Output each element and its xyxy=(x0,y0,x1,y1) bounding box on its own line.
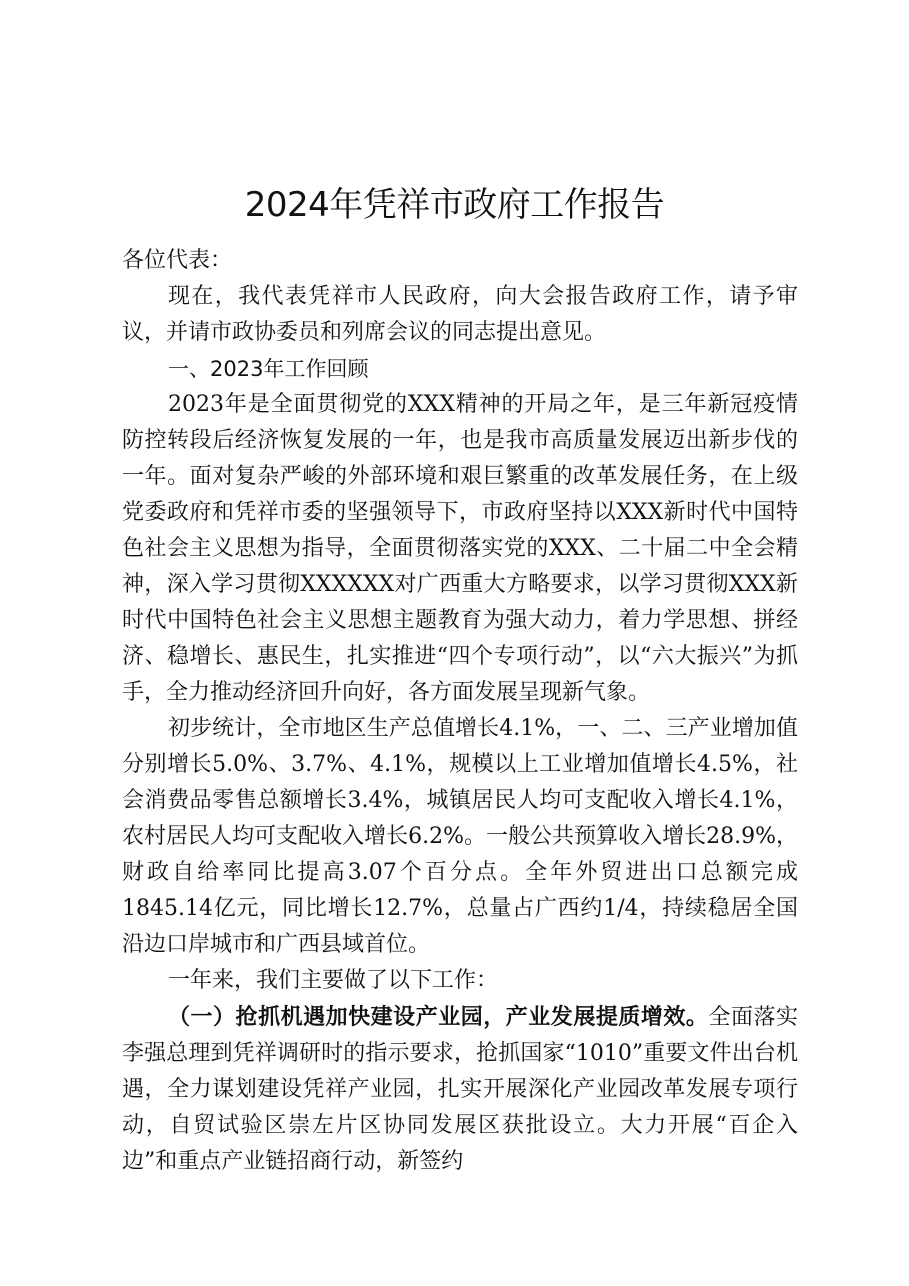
section-heading: 一、2023年工作回顾 xyxy=(168,357,369,381)
item-text: 全面落实李强总理到凭祥调研时的指示要求，抢抓国家“1010”重要文件出台机遇，全力谋划建设凭祥产业园，扎实开展深化产业园改革发展专项行动，自贸试验区崇左片区协同发展区获批设立。大力开展“百企入边”和重点产业链招商行动，新签约 xyxy=(122,1005,798,1174)
item-lead-sentence: （一）抢抓机遇加快建设产业园，产业发展提质增效。 xyxy=(168,1004,709,1030)
work-intro-paragraph: 一年来，我们主要做了以下工作： xyxy=(168,968,499,993)
document-body xyxy=(122,243,798,1180)
intro-paragraph: 现在，我代表凭祥市人民政府，向大会报告政府工作，请予审议，并请市政协委员和列席会议的同志提出意见。 xyxy=(122,284,798,345)
salutation: 各位代表： xyxy=(122,248,233,273)
item-paragraph xyxy=(122,999,798,1180)
statistics-paragraph: 初步统计，全市地区生产总值增长4.1%，一、二、三产业增加值分别增长5.0%、3.7%、4.1%，规模以上工业增加值增长4.5%，社会消费品零售总额增长3.4%，城镇居民人均可支配收入增长4.1%，农村居民人均可支配收入增长6.2%。一般公共预算收入增长28.9%，财政自给率同比提高3.07个百分点。全年外贸进出口总额完成1845.14亿元，同比增长12.7%，总量占广西约1/4，持续稳居全国沿边口岸城市和广西县域首位。 xyxy=(122,716,798,957)
overview-paragraph: 2023年是全面贯彻党的XXX精神的开局之年，是三年新冠疫情防控转段后经济恢复发展的一年，也是我市高质量发展迈出新步伐的一年。面对复杂严峻的外部环境和艰巨繁重的改革发展任务，在上级党委政府和凭祥市委的坚强领导下，市政府坚持以XXX新时代中国特色社会主义思想为指导，全面贯彻落实党的XXX、二十届二中全会精神，深入学习贯彻XXXXXX对广西重大方略要求，以学习贯彻XXX新时代中国特色社会主义思想主题教育为强大动力，着力学思想、拼经济、稳增长、惠民生，扎实推进“四个专项行动”，以“六大振兴”为抓手，全力推动经济回升向好，各方面发展呈现新气象。 xyxy=(122,392,798,705)
document-title: 2024年凭祥市政府工作报告 xyxy=(244,184,665,225)
